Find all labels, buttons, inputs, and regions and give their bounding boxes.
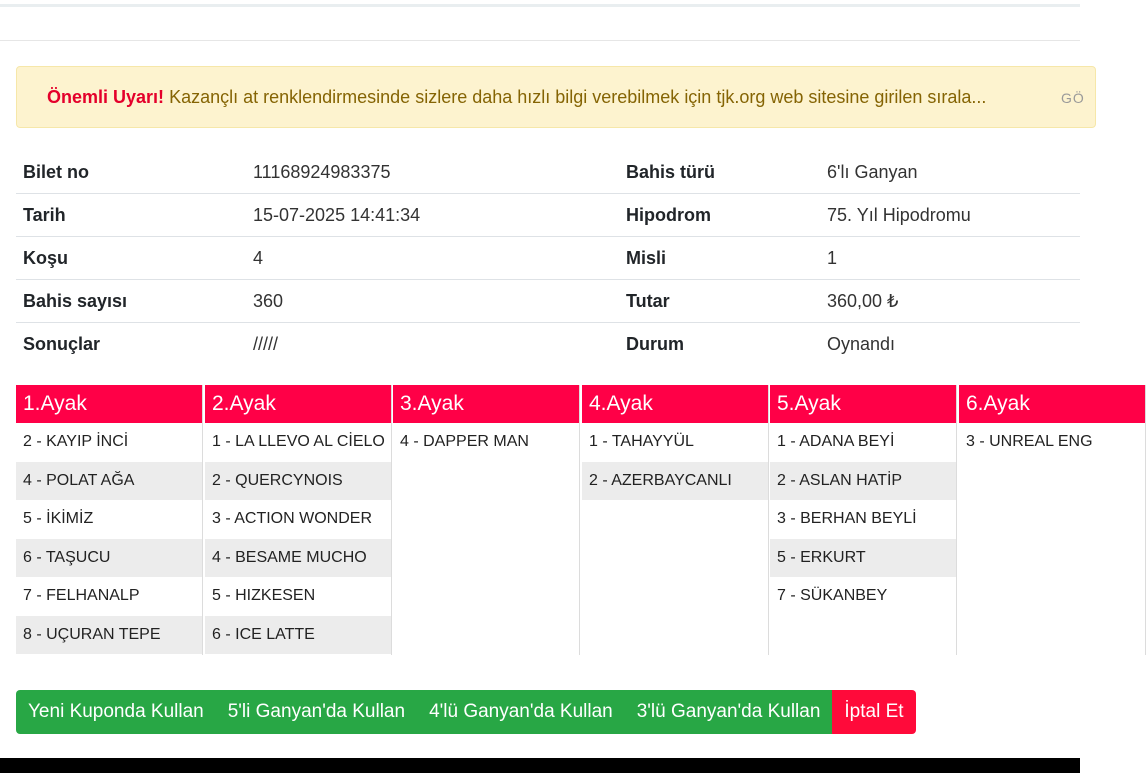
ticket-info-row: [16, 151, 1080, 194]
leg-horse-item: 4 - BESAME MUCHO: [205, 539, 391, 578]
leg-horse-item: 1 - ADANA BEYİ: [777, 433, 895, 450]
use-in-new-coupon-button[interactable]: Yeni Kuponda Kullan: [16, 690, 216, 734]
leg-horse-item: 2 - QUERCYNOIS: [205, 462, 391, 501]
leg-horse-item: 7 - SÜKANBEY: [777, 587, 888, 604]
header-divider: [0, 4, 1080, 7]
leg-column: [582, 385, 769, 655]
leg-header: 6.Ayak: [959, 385, 1145, 423]
leg-horse-item: 1 - LA LLEVO AL CİELO: [212, 433, 385, 450]
leg-horse-item: 8 - UÇURAN TEPE: [16, 616, 202, 655]
info-value: 360,00 ₺: [827, 291, 899, 311]
leg-horse-item: 7 - FELHANALP: [23, 587, 140, 604]
leg-horse-item: 1 - TAHAYYÜL: [589, 433, 694, 450]
info-value: 6'lı Ganyan: [827, 162, 918, 182]
leg-horse-item: 3 - BERHAN BEYLİ: [777, 510, 917, 527]
info-value: 11168924983375: [253, 162, 391, 182]
alert-message: Kazançlı at renklendirmesinde sizlere daha hızlı bilgi verebilmek için tjk.org web sitesine girilen sırala...: [169, 87, 987, 107]
info-label: Hipodrom: [626, 205, 711, 225]
leg-column: [959, 385, 1146, 655]
ticket-info-row: [16, 237, 1080, 280]
info-label: Durum: [626, 334, 684, 354]
info-value: 1: [827, 248, 838, 268]
bottom-navigation-bar: [0, 758, 1080, 773]
alert-label: Önemli Uyarı!: [47, 87, 165, 107]
ticket-info-table: [16, 151, 1080, 365]
leg-column: [770, 385, 957, 655]
info-label: Koşu: [23, 248, 68, 268]
leg-horse-item: 3 - ACTION WONDER: [212, 510, 373, 527]
info-value: 15-07-2025 14:41:34: [253, 205, 421, 225]
info-label: Tarih: [23, 205, 66, 225]
leg-column: [393, 385, 580, 655]
action-buttons: [16, 690, 916, 734]
cancel-ticket-button[interactable]: İptal Et: [832, 690, 915, 734]
leg-horse-item: 4 - DAPPER MAN: [400, 433, 529, 450]
use-in-3lu-ganyan-button[interactable]: 3'lü Ganyan'da Kullan: [625, 690, 833, 734]
leg-horse-item: 6 - ICE LATTE: [205, 616, 391, 655]
leg-column: [16, 385, 203, 655]
leg-column: [205, 385, 392, 655]
use-in-4lu-ganyan-button[interactable]: 4'lü Ganyan'da Kullan: [417, 690, 625, 734]
leg-header: 4.Ayak: [582, 385, 768, 423]
info-value: 4: [253, 248, 264, 268]
leg-horse-item: 2 - AZERBAYCANLI: [582, 462, 768, 501]
use-in-5li-ganyan-button[interactable]: 5'li Ganyan'da Kullan: [216, 690, 417, 734]
leg-horse-item: 5 - İKİMİZ: [23, 510, 94, 527]
info-label: Tutar: [626, 291, 670, 311]
important-warning-alert: [16, 66, 1096, 128]
info-value: 360: [253, 291, 284, 311]
leg-header: 1.Ayak: [16, 385, 202, 423]
leg-horse-item: 6 - TAŞUCU: [16, 539, 202, 578]
info-value: 75. Yıl Hipodromu: [827, 205, 971, 225]
alert-text: [47, 87, 986, 108]
ticket-info-row: [16, 280, 1080, 323]
info-label: Misli: [626, 248, 667, 268]
leg-horse-item: 2 - ASLAN HATİP: [770, 462, 956, 501]
info-value: /////: [253, 334, 279, 354]
info-label: Bahis sayısı: [23, 291, 128, 311]
info-label: Bilet no: [23, 162, 89, 182]
leg-horse-item: 2 - KAYIP İNCİ: [23, 433, 129, 450]
leg-header: 2.Ayak: [205, 385, 391, 423]
top-header-strip: [0, 0, 1080, 41]
leg-horse-item: 5 - HIZKESEN: [212, 587, 316, 604]
info-label: Bahis türü: [626, 162, 716, 182]
ticket-info-row: [16, 323, 1080, 365]
leg-horse-item: 4 - POLAT AĞA: [16, 462, 202, 501]
legs-table: [16, 385, 1093, 655]
ticket-info-row: [16, 194, 1080, 237]
leg-horse-item: 5 - ERKURT: [770, 539, 956, 578]
leg-header: 5.Ayak: [770, 385, 956, 423]
leg-header: 3.Ayak: [393, 385, 579, 423]
leg-horse-item: 3 - UNREAL ENG: [966, 433, 1093, 450]
info-label: Sonuçlar: [23, 334, 101, 354]
alert-more-link[interactable]: GÖ: [1061, 90, 1085, 106]
info-value: Oynandı: [827, 334, 896, 354]
